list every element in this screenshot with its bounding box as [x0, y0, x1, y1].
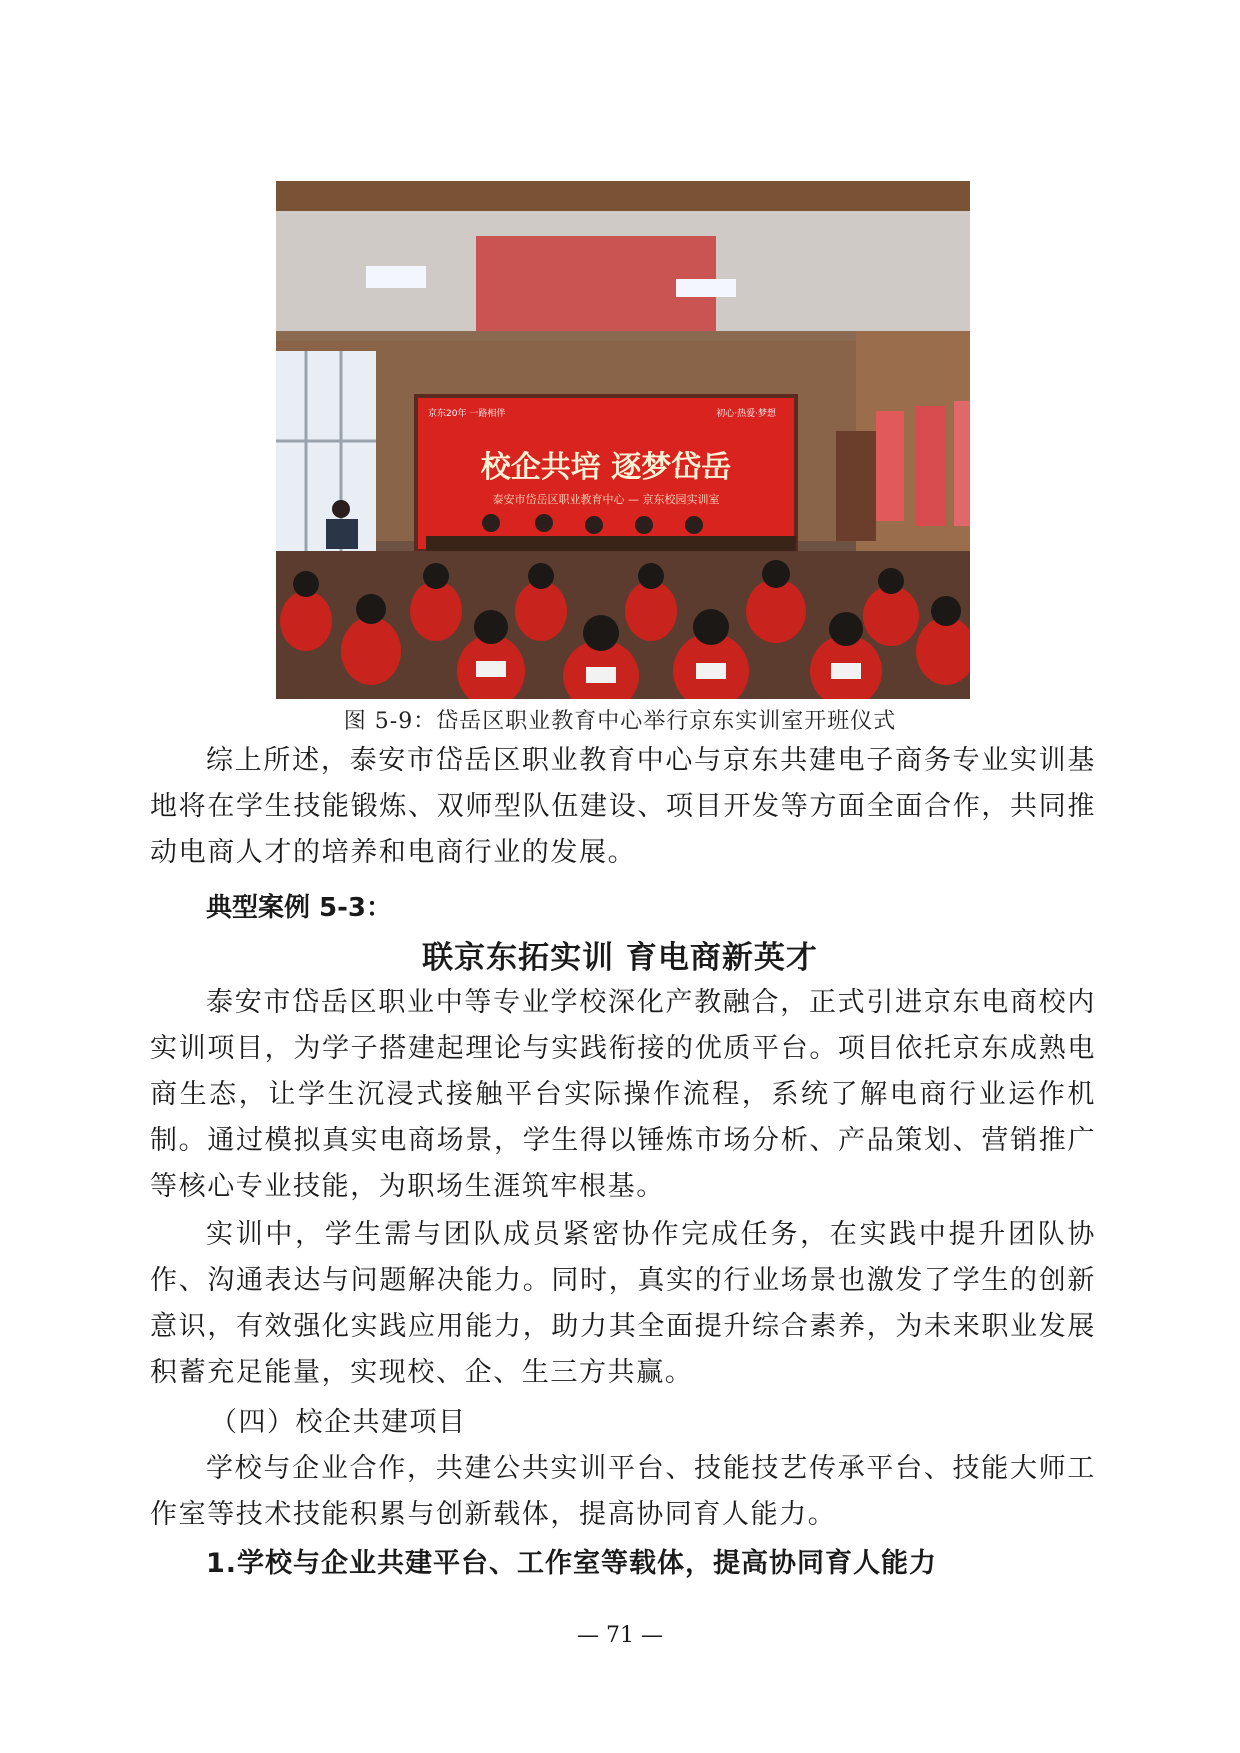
summary-paragraph: 综上所述，泰安市岱岳区职业教育中心与京东共建电子商务专业实训基地将在学生技能锻炼、双师型队伍建设、项目开发等方面全面合作，共同推动电商人才的培养和电商行业的发展。	[150, 745, 1096, 868]
banner-main-text: 校企共培 逐梦岱岳	[480, 450, 732, 485]
page-number: — 71 —	[577, 1623, 663, 1648]
banner-tags-text: 初心·热爱·梦想	[716, 409, 776, 419]
case-label: 典型案例 5-3：	[206, 893, 393, 923]
case-paragraph-2: 实训中，学生需与团队成员紧密协作完成任务，在实践中提升团队协作、沟通表达与问题解决能力。同时，真实的行业场景也激发了学生的创新意识，有效强化实践应用能力，助力其全面提升综合素养，为未来职业发展积蓄充足能量，实现校、企、生三方共赢。	[150, 1219, 1096, 1388]
numbered-heading: 1.学校与企业共建平台、工作室等载体，提高协同育人能力	[206, 1548, 938, 1579]
section-heading: （四）校企共建项目	[210, 1407, 467, 1438]
banner-corner-text: 京东20年 一路相伴	[428, 409, 506, 419]
figure-caption: 图 5-9：岱岳区职业教育中心举行京东实训室开班仪式	[343, 709, 897, 734]
case-paragraph-1: 泰安市岱岳区职业中等专业学校深化产教融合，正式引进京东电商校内实训项目，为学子搭建起理论与实践衔接的优质平台。项目依托京东成熟电商生态，让学生沉浸式接触平台实际操作流程，系统了解电商行业运作机制。通过模拟真实电商场景，学生得以锤炼市场分析、产品策划、营销推广等核心专业技能，为职场生涯筑牢根基。	[150, 987, 1096, 1202]
banner-sub-text: 泰安市岱岳区职业教育中心 — 京东校园实训室	[492, 493, 720, 506]
case-title: 联京东拓实训 育电商新英才	[422, 940, 818, 976]
section-paragraph: 学校与企业合作，共建公共实训平台、技能技艺传承平台、技能大师工作室等技术技能积累与创新载体，提高协同育人能力。	[150, 1453, 1096, 1530]
event-photo	[276, 181, 970, 699]
